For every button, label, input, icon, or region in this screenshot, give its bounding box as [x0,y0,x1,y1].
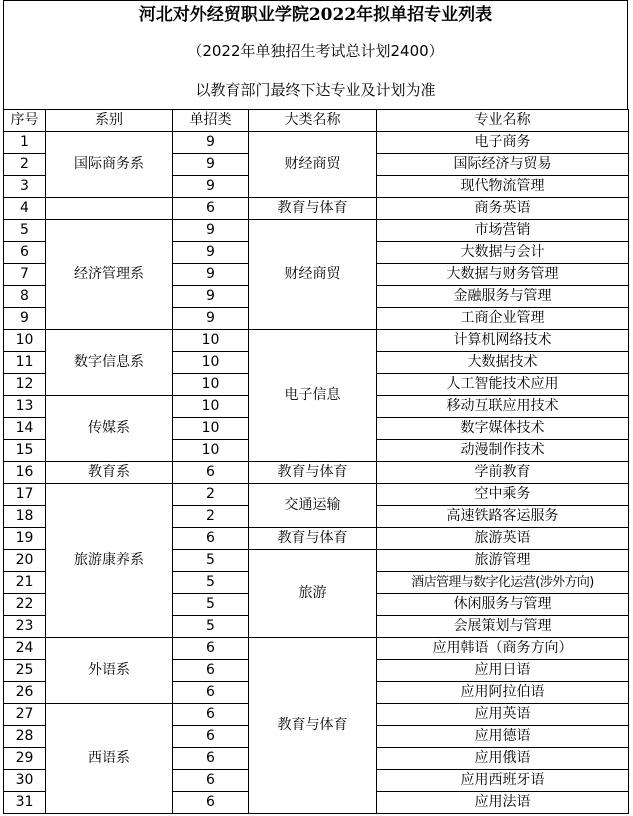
department-cell: 旅游康养系 [46,484,173,638]
page-title: 河北对外经贸职业学院2022年拟单招专业列表 [138,5,493,25]
major-name-cell: 工商企业管理 [377,308,629,330]
row-number: 23 [4,616,46,638]
row-number: 8 [4,286,46,308]
major-name-cell: 现代物流管理 [377,176,629,198]
row-number: 12 [4,374,46,396]
row-number: 29 [4,748,46,770]
row-number: 20 [4,550,46,572]
enrollment-type-cell: 6 [173,792,249,814]
enrollment-type-cell: 10 [173,330,249,352]
row-number: 19 [4,528,46,550]
category-cell: 教育与体育 [249,528,377,550]
enrollment-type-cell: 6 [173,462,249,484]
page-subtitle: （2022年单独招生考试总计划2400） [187,42,444,60]
major-name-cell: 学前教育 [377,462,629,484]
row-number: 14 [4,418,46,440]
category-cell: 教育与体育 [249,462,377,484]
row-number: 4 [4,198,46,220]
row-number: 9 [4,308,46,330]
category-cell: 交通运输 [249,484,377,528]
column-header-category: 大类名称 [249,110,377,132]
department-cell: 传媒系 [46,396,173,462]
department-cell: 经济管理系 [46,220,173,330]
major-name-cell: 应用西班牙语 [377,770,629,792]
row-number: 7 [4,264,46,286]
enrollment-type-cell: 5 [173,572,249,594]
column-header-major: 专业名称 [377,110,629,132]
major-name-cell: 大数据与会计 [377,242,629,264]
enrollment-type-cell: 9 [173,264,249,286]
enrollment-type-cell: 5 [173,616,249,638]
major-name-cell: 应用德语 [377,726,629,748]
enrollment-type-cell: 6 [173,660,249,682]
enrollment-type-cell: 10 [173,352,249,374]
column-header-department: 系别 [46,110,173,132]
enrollment-type-cell: 9 [173,286,249,308]
enrollment-type-cell: 9 [173,154,249,176]
category-cell: 教育与体育 [249,638,377,814]
enrollment-type-cell: 6 [173,198,249,220]
table-row [4,132,629,154]
column-header-type: 单招类 [173,110,249,132]
enrollment-type-cell: 9 [173,308,249,330]
document-sheet [3,0,628,814]
department-cell-empty [46,198,173,220]
enrollment-type-cell: 10 [173,440,249,462]
major-name-cell: 应用法语 [377,792,629,814]
row-number: 6 [4,242,46,264]
row-number: 31 [4,792,46,814]
table-row [4,462,629,484]
enrollment-type-cell: 2 [173,506,249,528]
category-cell: 财经商贸 [249,220,377,330]
enrollment-type-cell: 10 [173,418,249,440]
table-header-block [3,0,628,109]
major-name-cell: 数字媒体技术 [377,418,629,440]
category-cell: 财经商贸 [249,132,377,198]
major-name-cell: 酒店管理与数字化运营(涉外方向) [377,572,629,594]
table-row [4,220,629,242]
major-name-cell: 应用日语 [377,660,629,682]
row-number: 17 [4,484,46,506]
enrollment-type-cell: 6 [173,726,249,748]
row-number: 28 [4,726,46,748]
enrollment-type-cell: 6 [173,638,249,660]
majors-table [3,109,629,814]
major-name-cell: 大数据技术 [377,352,629,374]
enrollment-type-cell: 10 [173,374,249,396]
enrollment-type-cell: 9 [173,132,249,154]
major-name-cell: 人工智能技术应用 [377,374,629,396]
major-name-cell: 休闲服务与管理 [377,594,629,616]
enrollment-type-cell: 6 [173,748,249,770]
row-number: 3 [4,176,46,198]
major-name-cell: 移动互联应用技术 [377,396,629,418]
enrollment-type-cell: 2 [173,484,249,506]
row-number: 15 [4,440,46,462]
row-number: 26 [4,682,46,704]
category-cell: 旅游 [249,550,377,638]
enrollment-type-cell: 9 [173,242,249,264]
department-cell: 教育系 [46,462,173,484]
enrollment-type-cell: 6 [173,704,249,726]
major-name-cell: 旅游管理 [377,550,629,572]
table-row [4,484,629,506]
major-name-cell: 应用阿拉伯语 [377,682,629,704]
enrollment-type-cell: 9 [173,220,249,242]
enrollment-type-cell: 9 [173,176,249,198]
table-row [4,198,629,220]
major-name-cell: 计算机网络技术 [377,330,629,352]
row-number: 18 [4,506,46,528]
table-row [4,330,629,352]
row-number: 24 [4,638,46,660]
row-number: 21 [4,572,46,594]
row-number: 27 [4,704,46,726]
enrollment-type-cell: 6 [173,770,249,792]
row-number: 1 [4,132,46,154]
major-name-cell: 商务英语 [377,198,629,220]
column-header-row [4,110,629,132]
major-name-cell: 动漫制作技术 [377,440,629,462]
row-number: 25 [4,660,46,682]
enrollment-type-cell: 5 [173,550,249,572]
row-number: 10 [4,330,46,352]
major-name-cell: 国际经济与贸易 [377,154,629,176]
category-cell: 电子信息 [249,330,377,462]
department-cell: 外语系 [46,638,173,704]
row-number: 11 [4,352,46,374]
major-name-cell: 电子商务 [377,132,629,154]
major-name-cell: 应用俄语 [377,748,629,770]
major-name-cell: 会展策划与管理 [377,616,629,638]
enrollment-type-cell: 5 [173,594,249,616]
department-cell: 国际商务系 [46,132,173,198]
department-cell: 数字信息系 [46,330,173,396]
table-row [4,638,629,660]
enrollment-type-cell: 6 [173,682,249,704]
category-cell: 教育与体育 [249,198,377,220]
major-name-cell: 应用英语 [377,704,629,726]
row-number: 22 [4,594,46,616]
row-number: 16 [4,462,46,484]
major-name-cell: 应用韩语（商务方向） [377,638,629,660]
row-number: 5 [4,220,46,242]
major-name-cell: 大数据与财务管理 [377,264,629,286]
major-name-cell: 高速铁路客运服务 [377,506,629,528]
row-number: 30 [4,770,46,792]
major-name-cell: 市场营销 [377,220,629,242]
major-name-cell: 金融服务与管理 [377,286,629,308]
department-cell: 西语系 [46,704,173,814]
column-header-no: 序号 [4,110,46,132]
row-number: 13 [4,396,46,418]
page-note: 以教育部门最终下达专业及计划为准 [195,81,436,99]
major-name-cell: 旅游英语 [377,528,629,550]
row-number: 2 [4,154,46,176]
major-name-cell: 空中乘务 [377,484,629,506]
enrollment-type-cell: 6 [173,528,249,550]
enrollment-type-cell: 10 [173,396,249,418]
